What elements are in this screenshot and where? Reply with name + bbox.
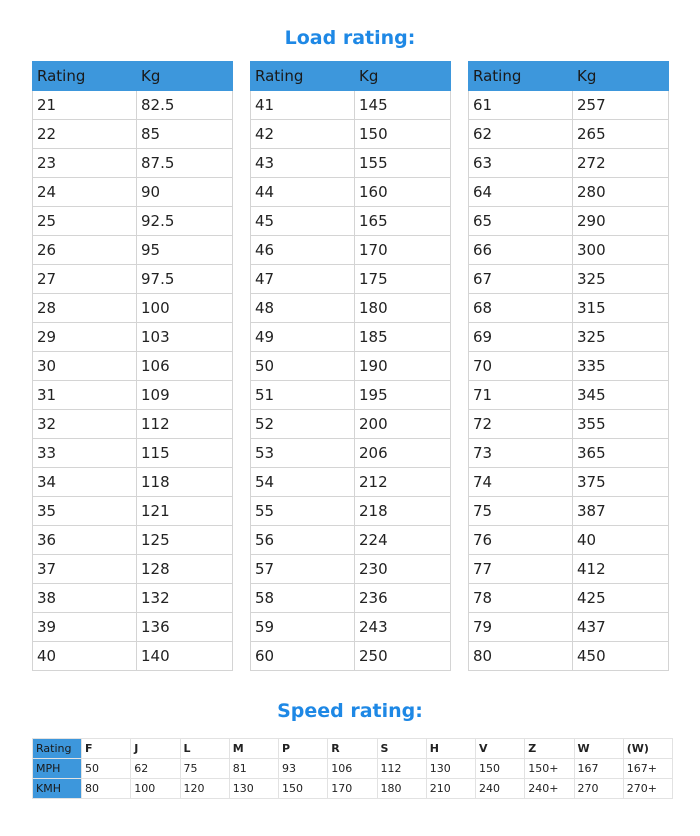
- rating-cell: 72: [469, 410, 573, 439]
- rating-cell: 34: [33, 468, 137, 497]
- kg-cell: 250: [355, 642, 451, 671]
- speed-value-cell: 100: [131, 779, 180, 799]
- speed-value-cell: 270: [574, 779, 623, 799]
- rating-cell: 56: [251, 526, 355, 555]
- kg-cell: 82.5: [137, 91, 233, 120]
- rating-cell: 53: [251, 439, 355, 468]
- kg-cell: 437: [573, 613, 669, 642]
- speed-code-header: L: [180, 739, 229, 759]
- rating-cell: 69: [469, 323, 573, 352]
- kg-cell: 125: [137, 526, 233, 555]
- rating-cell: 74: [469, 468, 573, 497]
- table-row: [251, 91, 451, 120]
- kg-cell: 212: [355, 468, 451, 497]
- speed-header-row: [33, 739, 673, 759]
- speed-row: [33, 779, 673, 799]
- load-rating-table-2: [250, 61, 451, 671]
- table-row: [33, 294, 233, 323]
- rating-cell: 64: [469, 178, 573, 207]
- speed-value-cell: 80: [82, 779, 131, 799]
- kg-cell: 40: [573, 526, 669, 555]
- speed-value-cell: 167: [574, 759, 623, 779]
- kg-cell: 272: [573, 149, 669, 178]
- rating-cell: 61: [469, 91, 573, 120]
- speed-code-header: S: [377, 739, 426, 759]
- speed-value-cell: 210: [426, 779, 475, 799]
- rating-cell: 24: [33, 178, 137, 207]
- table-row: [469, 236, 669, 265]
- kg-cell: 92.5: [137, 207, 233, 236]
- kg-cell: 97.5: [137, 265, 233, 294]
- speed-code-header: F: [82, 739, 131, 759]
- table-row: [251, 381, 451, 410]
- rating-cell: 43: [251, 149, 355, 178]
- kg-cell: 160: [355, 178, 451, 207]
- table-row: [33, 149, 233, 178]
- kg-cell: 218: [355, 497, 451, 526]
- kg-cell: 190: [355, 352, 451, 381]
- speed-value-cell: 130: [426, 759, 475, 779]
- rating-cell: 50: [251, 352, 355, 381]
- speed-code-header: J: [131, 739, 180, 759]
- rating-column-header: Rating: [33, 62, 137, 91]
- table-header-row: [33, 62, 233, 91]
- kg-cell: 145: [355, 91, 451, 120]
- table-row: [33, 613, 233, 642]
- rating-cell: 35: [33, 497, 137, 526]
- rating-cell: 37: [33, 555, 137, 584]
- rating-cell: 33: [33, 439, 137, 468]
- speed-code-header: R: [328, 739, 377, 759]
- rating-cell: 49: [251, 323, 355, 352]
- kg-cell: 315: [573, 294, 669, 323]
- rating-cell: 39: [33, 613, 137, 642]
- table-row: [469, 178, 669, 207]
- kg-cell: 243: [355, 613, 451, 642]
- rating-cell: 21: [33, 91, 137, 120]
- kg-cell: 103: [137, 323, 233, 352]
- rating-cell: 58: [251, 584, 355, 613]
- table-row: [251, 439, 451, 468]
- kg-cell: 300: [573, 236, 669, 265]
- table-row: [251, 294, 451, 323]
- table-row: [33, 323, 233, 352]
- rating-column-header: Rating: [251, 62, 355, 91]
- rating-cell: 22: [33, 120, 137, 149]
- kg-cell: 118: [137, 468, 233, 497]
- table-row: [251, 613, 451, 642]
- rating-cell: 26: [33, 236, 137, 265]
- rating-cell: 40: [33, 642, 137, 671]
- table-header-row: [469, 62, 669, 91]
- table-row: [469, 642, 669, 671]
- rating-cell: 80: [469, 642, 573, 671]
- kg-cell: 136: [137, 613, 233, 642]
- speed-code-header: (W): [623, 739, 672, 759]
- table-row: [33, 265, 233, 294]
- rating-cell: 78: [469, 584, 573, 613]
- kg-cell: 375: [573, 468, 669, 497]
- kg-cell: 87.5: [137, 149, 233, 178]
- table-row: [469, 468, 669, 497]
- speed-value-cell: 106: [328, 759, 377, 779]
- speed-value-cell: 112: [377, 759, 426, 779]
- table-row: [33, 497, 233, 526]
- kg-cell: 236: [355, 584, 451, 613]
- table-row: [469, 555, 669, 584]
- rating-cell: 51: [251, 381, 355, 410]
- rating-cell: 52: [251, 410, 355, 439]
- table-row: [251, 323, 451, 352]
- speed-code-header: H: [426, 739, 475, 759]
- speed-row: [33, 759, 673, 779]
- rating-cell: 38: [33, 584, 137, 613]
- table-row: [33, 120, 233, 149]
- kg-cell: 425: [573, 584, 669, 613]
- kg-cell: 290: [573, 207, 669, 236]
- table-row: [33, 352, 233, 381]
- table-row: [33, 439, 233, 468]
- table-row: [33, 410, 233, 439]
- table-row: [251, 642, 451, 671]
- kg-cell: 175: [355, 265, 451, 294]
- kg-cell: 325: [573, 265, 669, 294]
- kg-cell: 200: [355, 410, 451, 439]
- rating-cell: 67: [469, 265, 573, 294]
- rating-cell: 54: [251, 468, 355, 497]
- speed-code-header: Z: [525, 739, 574, 759]
- load-rating-table-1: [32, 61, 233, 671]
- rating-cell: 41: [251, 91, 355, 120]
- table-row: [33, 642, 233, 671]
- kg-cell: 450: [573, 642, 669, 671]
- speed-code-header: M: [229, 739, 278, 759]
- kg-cell: 206: [355, 439, 451, 468]
- load-rating-table-3: [468, 61, 669, 671]
- rating-cell: 30: [33, 352, 137, 381]
- kg-cell: 85: [137, 120, 233, 149]
- speed-rating-table: [32, 738, 673, 799]
- speed-value-cell: 240+: [525, 779, 574, 799]
- rating-cell: 59: [251, 613, 355, 642]
- table-row: [251, 178, 451, 207]
- table-row: [251, 497, 451, 526]
- kg-cell: 412: [573, 555, 669, 584]
- kg-cell: 150: [355, 120, 451, 149]
- rating-cell: 70: [469, 352, 573, 381]
- kg-column-header: Kg: [355, 62, 451, 91]
- kg-cell: 280: [573, 178, 669, 207]
- table-row: [469, 294, 669, 323]
- speed-value-cell: 62: [131, 759, 180, 779]
- table-row: [33, 584, 233, 613]
- table-row: [469, 207, 669, 236]
- speed-value-cell: 270+: [623, 779, 672, 799]
- kg-cell: 345: [573, 381, 669, 410]
- table-row: [469, 613, 669, 642]
- speed-row-label: MPH: [33, 759, 82, 779]
- rating-cell: 57: [251, 555, 355, 584]
- kg-cell: 335: [573, 352, 669, 381]
- rating-cell: 31: [33, 381, 137, 410]
- rating-cell: 48: [251, 294, 355, 323]
- kg-cell: 112: [137, 410, 233, 439]
- kg-cell: 115: [137, 439, 233, 468]
- table-row: [469, 381, 669, 410]
- kg-cell: 132: [137, 584, 233, 613]
- table-row: [251, 410, 451, 439]
- rating-cell: 77: [469, 555, 573, 584]
- table-row: [33, 468, 233, 497]
- speed-value-cell: 150: [279, 779, 328, 799]
- rating-cell: 79: [469, 613, 573, 642]
- table-row: [251, 207, 451, 236]
- rating-cell: 32: [33, 410, 137, 439]
- speed-code-header: W: [574, 739, 623, 759]
- table-row: [469, 265, 669, 294]
- table-row: [33, 555, 233, 584]
- rating-cell: 46: [251, 236, 355, 265]
- kg-cell: 165: [355, 207, 451, 236]
- kg-cell: 106: [137, 352, 233, 381]
- table-row: [251, 149, 451, 178]
- table-row: [251, 468, 451, 497]
- table-row: [251, 584, 451, 613]
- speed-rating-title: Speed rating:: [277, 700, 423, 722]
- table-row: [33, 207, 233, 236]
- speed-value-cell: 50: [82, 759, 131, 779]
- rating-cell: 23: [33, 149, 137, 178]
- table-row: [469, 526, 669, 555]
- rating-cell: 28: [33, 294, 137, 323]
- table-row: [469, 497, 669, 526]
- rating-cell: 44: [251, 178, 355, 207]
- speed-value-cell: 180: [377, 779, 426, 799]
- table-row: [251, 265, 451, 294]
- speed-code-header: P: [279, 739, 328, 759]
- speed-value-cell: 167+: [623, 759, 672, 779]
- rating-cell: 63: [469, 149, 573, 178]
- table-row: [251, 236, 451, 265]
- rating-cell: 25: [33, 207, 137, 236]
- kg-cell: 170: [355, 236, 451, 265]
- rating-cell: 73: [469, 439, 573, 468]
- rating-cell: 75: [469, 497, 573, 526]
- table-row: [251, 120, 451, 149]
- kg-column-header: Kg: [573, 62, 669, 91]
- kg-cell: 155: [355, 149, 451, 178]
- table-row: [469, 439, 669, 468]
- rating-cell: 62: [469, 120, 573, 149]
- rating-cell: 60: [251, 642, 355, 671]
- speed-code-header: V: [476, 739, 525, 759]
- table-row: [469, 120, 669, 149]
- table-row: [33, 381, 233, 410]
- kg-cell: 109: [137, 381, 233, 410]
- rating-cell: 47: [251, 265, 355, 294]
- table-row: [251, 352, 451, 381]
- table-row: [469, 352, 669, 381]
- table-row: [469, 584, 669, 613]
- kg-cell: 365: [573, 439, 669, 468]
- rating-cell: 36: [33, 526, 137, 555]
- rating-cell: 29: [33, 323, 137, 352]
- speed-value-cell: 150: [476, 759, 525, 779]
- rating-cell: 65: [469, 207, 573, 236]
- kg-column-header: Kg: [137, 62, 233, 91]
- table-header-row: [251, 62, 451, 91]
- kg-cell: 195: [355, 381, 451, 410]
- kg-cell: 100: [137, 294, 233, 323]
- kg-cell: 224: [355, 526, 451, 555]
- rating-cell: 71: [469, 381, 573, 410]
- table-row: [251, 555, 451, 584]
- table-row: [33, 526, 233, 555]
- speed-value-cell: 81: [229, 759, 278, 779]
- speed-value-cell: 240: [476, 779, 525, 799]
- kg-cell: 180: [355, 294, 451, 323]
- rating-cell: 45: [251, 207, 355, 236]
- kg-cell: 257: [573, 91, 669, 120]
- speed-value-cell: 150+: [525, 759, 574, 779]
- kg-cell: 230: [355, 555, 451, 584]
- kg-cell: 121: [137, 497, 233, 526]
- table-row: [469, 149, 669, 178]
- kg-cell: 265: [573, 120, 669, 149]
- table-row: [469, 323, 669, 352]
- speed-row-label: KMH: [33, 779, 82, 799]
- kg-cell: 387: [573, 497, 669, 526]
- rating-column-header: Rating: [469, 62, 573, 91]
- kg-cell: 95: [137, 236, 233, 265]
- speed-value-cell: 120: [180, 779, 229, 799]
- table-row: [33, 178, 233, 207]
- rating-cell: 76: [469, 526, 573, 555]
- rating-cell: 42: [251, 120, 355, 149]
- kg-cell: 355: [573, 410, 669, 439]
- table-row: [251, 526, 451, 555]
- table-row: [33, 91, 233, 120]
- table-row: [469, 410, 669, 439]
- kg-cell: 128: [137, 555, 233, 584]
- rating-cell: 55: [251, 497, 355, 526]
- speed-value-cell: 170: [328, 779, 377, 799]
- rating-cell: 66: [469, 236, 573, 265]
- load-rating-title: Load rating:: [284, 27, 416, 49]
- kg-cell: 185: [355, 323, 451, 352]
- speed-value-cell: 75: [180, 759, 229, 779]
- speed-value-cell: 130: [229, 779, 278, 799]
- rating-cell: 68: [469, 294, 573, 323]
- table-row: [469, 91, 669, 120]
- table-row: [33, 236, 233, 265]
- rating-cell: 27: [33, 265, 137, 294]
- kg-cell: 325: [573, 323, 669, 352]
- kg-cell: 140: [137, 642, 233, 671]
- speed-value-cell: 93: [279, 759, 328, 779]
- kg-cell: 90: [137, 178, 233, 207]
- speed-row-label: Rating: [33, 739, 82, 759]
